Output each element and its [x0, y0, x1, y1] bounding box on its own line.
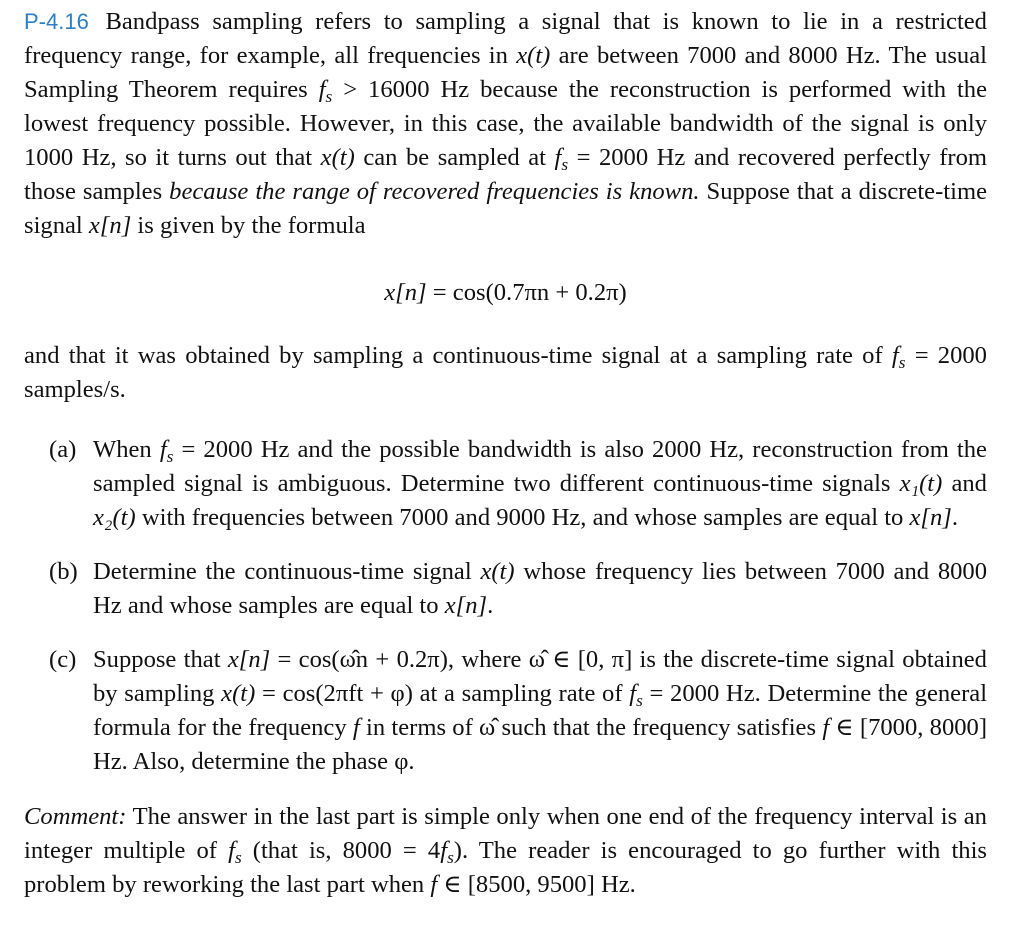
part-a-text-1: When	[93, 436, 152, 463]
part-a-text-3: and	[951, 470, 987, 497]
part-a-text-4: with frequencies between 7000 and 9000 Hz, and whose samples are equal to	[141, 504, 904, 531]
fs-sub: s	[447, 847, 454, 867]
math-fs	[159, 436, 174, 466]
display-equation	[24, 243, 987, 339]
after-equation-text	[24, 339, 987, 407]
fs-sub: s	[561, 154, 569, 174]
intro-text-4: can be sampled at	[363, 144, 546, 171]
fs-base: f	[159, 436, 167, 463]
fs-base: f	[554, 144, 562, 171]
part-c-text-6: ∈ [7000, 8000] Hz. Also, determine the phase φ.	[93, 714, 988, 775]
part-b: (b) Determine the continuous-time signal x(t) whose frequency lies between 7000 and 8000 Hz and whose samples are equal to x[n].	[24, 555, 987, 623]
part-c-text-2: = cos(ω̂n + 0.2π), where ω̂ ∈ [0, π] is the discrete-time signal obtained by sampling	[93, 646, 987, 707]
math-fs	[228, 837, 242, 867]
part-c-text-3: = cos(2πft + φ) at a sampling rate of	[262, 680, 623, 707]
part-a-text-2: = 2000 Hz and the possible bandwidth is also 2000 Hz, reconstruction from the sampled signal is ambiguous. Determine two different continuous-time signals	[93, 436, 987, 497]
math-f: f	[430, 871, 438, 898]
part-c-text-5: in terms of ω̂ such that the frequency satisfies	[366, 714, 817, 741]
problem-intro	[24, 5, 987, 243]
equation-lhs: x[n]	[384, 279, 427, 306]
math-f: f	[352, 714, 360, 741]
comment-text-2: (that is, 8000 = 4	[252, 837, 441, 864]
spacer	[24, 407, 987, 433]
after-eq-text-1: and that it was obtained by sampling a continuous-time signal at a sampling rate of	[24, 342, 883, 369]
intro-text-6: Suppose that a discrete-time signal	[24, 178, 987, 239]
math-x-of-t: x(t)	[516, 42, 551, 69]
part-b-label: (b)	[49, 558, 78, 585]
part-a-label: (a)	[49, 436, 77, 463]
intro-text-2: are between 7000 and 8000 Hz. The usual Sampling Theorem requires	[24, 42, 987, 103]
math-f: f	[822, 714, 830, 741]
comment	[24, 800, 987, 902]
intro-text-3: > 16000 Hz because the reconstruction is performed with the lowest frequency possible. However, in this case, the available bandwidth of the signal is only 1000 Hz, so it turns out that	[24, 76, 987, 171]
fs-base: f	[318, 76, 326, 103]
fs-sub: s	[325, 86, 333, 106]
comment-label: Comment:	[24, 803, 127, 830]
comment-text-3: ). The reader is encouraged to go further with this problem by reworking the last part when	[24, 837, 987, 898]
part-c-label: (c)	[49, 646, 77, 673]
fs-base: f	[629, 680, 637, 707]
math-fs	[629, 680, 643, 710]
fs-sub: s	[234, 847, 242, 867]
problem-number: P-4.16	[24, 9, 89, 34]
math-fs	[440, 837, 454, 867]
part-c-text-4: = 2000 Hz. Determine the general formula for the frequency	[93, 680, 988, 741]
math-x-of-t: x(t)	[480, 558, 515, 585]
fs-base: f	[228, 837, 235, 864]
after-eq-text-2: = 2000 samples/s.	[24, 342, 987, 403]
math-x-of-n: x[n]	[88, 212, 132, 239]
part-b-text-1: Determine the continuous-time signal	[93, 558, 472, 585]
spacer	[24, 623, 987, 643]
math-x1-of-t: x₁(t)	[899, 470, 943, 497]
spacer	[24, 779, 987, 800]
fs-base: f	[440, 837, 448, 864]
comment-text-1: The answer in the last part is simple only when one end of the frequency interval is an integer multiple of	[24, 803, 987, 864]
part-c	[24, 643, 987, 779]
fs-sub: s	[636, 690, 643, 710]
fs-sub: s	[898, 352, 906, 372]
part-a: (a) When $f_s = 2000$ Hz and the possible bandwidth is also 2000 Hz, reconstruction from the sampled signal is ambiguous. Determine two different continuous-time signals x₁(t) and x₂(t) with frequencies between 7000 and 9000 Hz, and whose samples are equal to x[n].	[24, 433, 987, 535]
spacer	[24, 535, 987, 555]
equation-rhs: = cos(0.7πn + 0.2π)	[432, 279, 627, 306]
comment-text-4: ∈ [8500, 9500] Hz.	[443, 871, 636, 898]
part-b-text-2: whose frequency lies between 7000 and 8000 Hz and whose samples are equal to	[93, 558, 988, 619]
fs-base: f	[891, 342, 899, 369]
intro-text-5: = 2000 Hz and recovered perfectly from those samples	[24, 144, 988, 205]
math-x-of-t: x(t)	[221, 680, 256, 707]
math-x-of-n: x[n]	[444, 592, 488, 619]
math-fs	[891, 342, 906, 372]
intro-text-1: Bandpass sampling refers to sampling a signal that is known to lie in a restricted frequency range, for example, all frequencies in	[24, 8, 987, 69]
math-fs	[554, 144, 569, 174]
intro-emphasis: because the range of recovered frequencies is known.	[169, 178, 700, 205]
fs-sub: s	[166, 446, 174, 466]
problem-page	[24, 5, 987, 902]
part-c-text-1: Suppose that	[93, 646, 221, 673]
math-x-of-n: x[n]	[909, 504, 952, 531]
math-fs	[318, 76, 333, 106]
math-x-of-n: x[n]	[227, 646, 271, 673]
intro-text-7: is given by the formula	[137, 212, 366, 239]
math-x2-of-t: x₂(t)	[93, 504, 136, 531]
math-x-of-t: x(t)	[320, 144, 355, 171]
